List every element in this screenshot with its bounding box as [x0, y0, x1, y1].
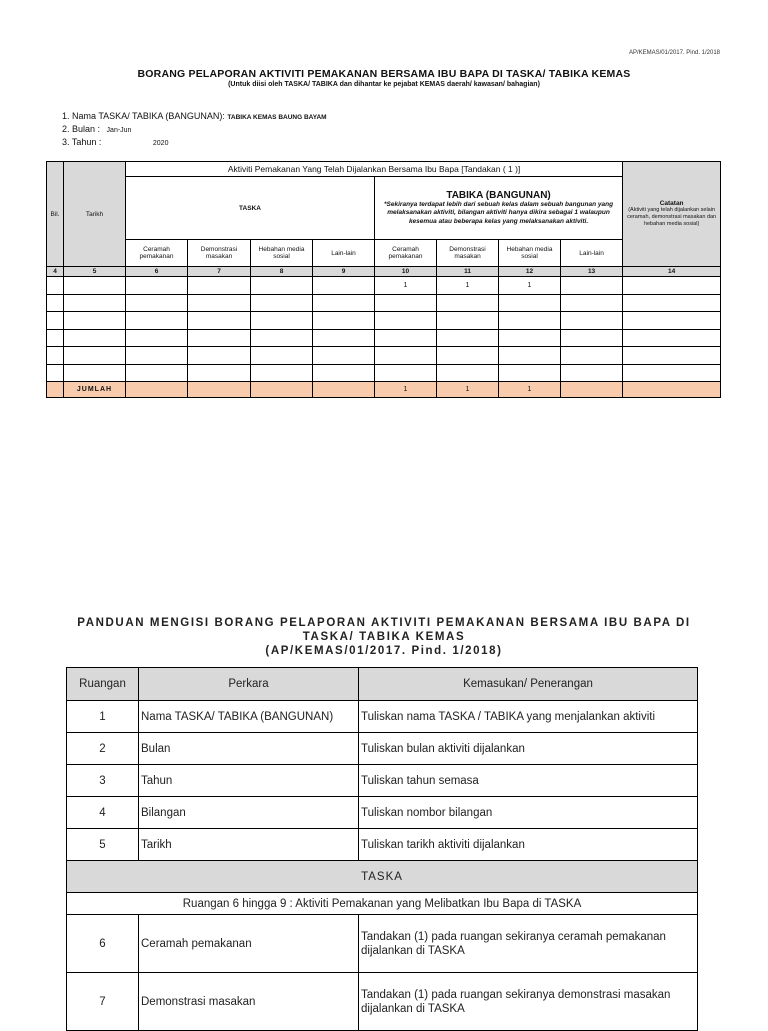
guide-ruangan: 4 [67, 797, 139, 829]
guide-ruangan: 3 [67, 765, 139, 797]
table-cell[interactable] [47, 294, 64, 312]
guide-perkara: Demonstrasi masakan [139, 973, 359, 1031]
guide-keterangan: Tandakan (1) pada ruangan sekiranya demonstrasi masakan dijalankan di TASKA [359, 973, 698, 1031]
table-cell[interactable] [499, 364, 561, 382]
table-cell[interactable] [375, 347, 437, 365]
col-number: 13 [561, 267, 623, 277]
header-catatan [623, 162, 721, 267]
sub-header: Hebahan media sosial [251, 240, 313, 267]
guide-perkara: Tahun [139, 765, 359, 797]
table-cell[interactable] [313, 294, 375, 312]
table-cell[interactable] [623, 277, 721, 295]
table-row [47, 312, 721, 330]
guide-row [67, 765, 698, 797]
form-subtitle: (Untuk diisi oleh TASKA/ TABIKA dan dihantar ke pejabat KEMAS daerah/ kawasan/ bahagian) [228, 81, 540, 88]
nama-label: 1. Nama TASKA/ TABIKA (BANGUNAN): [62, 111, 225, 121]
guide-row [67, 733, 698, 765]
table-cell[interactable] [561, 364, 623, 382]
table-cell[interactable] [623, 312, 721, 330]
table-row [47, 364, 721, 382]
table-cell[interactable] [437, 347, 499, 365]
table-cell[interactable] [188, 329, 251, 347]
table-cell[interactable]: 1 [499, 277, 561, 295]
jumlah-bil-cell [47, 382, 64, 398]
jumlah-cell[interactable]: 1 [499, 382, 561, 398]
sub-header: Hebahan media sosial [499, 240, 561, 267]
guide-header-keterangan: Kemasukan/ Penerangan [359, 668, 698, 701]
table-cell[interactable] [437, 329, 499, 347]
guide-keterangan: Tuliskan nombor bilangan [359, 797, 698, 829]
jumlah-row [47, 382, 721, 398]
table-cell[interactable] [64, 277, 126, 295]
table-cell[interactable] [499, 329, 561, 347]
sub-header: Demonstrasi masakan [188, 240, 251, 267]
table-row [47, 329, 721, 347]
table-cell[interactable] [623, 329, 721, 347]
table-cell[interactable] [499, 312, 561, 330]
table-cell[interactable] [499, 347, 561, 365]
table-cell[interactable] [64, 347, 126, 365]
guide-ruangan: 2 [67, 733, 139, 765]
table-cell[interactable] [251, 329, 313, 347]
table-cell[interactable] [561, 277, 623, 295]
table-cell[interactable] [437, 364, 499, 382]
col-number: 6 [126, 267, 188, 277]
col-number: 14 [623, 267, 721, 277]
guide-ruangan: 7 [67, 973, 139, 1031]
table-cell[interactable] [561, 347, 623, 365]
table-cell[interactable] [375, 364, 437, 382]
guide-keterangan: Tuliskan tarikh aktiviti dijalankan [359, 829, 698, 861]
table-cell[interactable] [499, 294, 561, 312]
col-number: 7 [188, 267, 251, 277]
tahun-value: 2020 [152, 140, 169, 147]
table-row [47, 347, 721, 365]
header-tabika [375, 177, 623, 240]
jumlah-label: JUMLAH [64, 382, 126, 398]
info-tahun [62, 137, 168, 147]
guide-keterangan: Tuliskan bulan aktiviti dijalankan [359, 733, 698, 765]
jumlah-cell[interactable] [623, 382, 721, 398]
table-cell[interactable] [126, 312, 188, 330]
table-cell[interactable] [47, 312, 64, 330]
guide-perkara: Tarikh [139, 829, 359, 861]
table-cell[interactable] [251, 277, 313, 295]
col-number: 11 [437, 267, 499, 277]
table-cell[interactable] [437, 294, 499, 312]
table-cell[interactable] [188, 347, 251, 365]
catatan-note: (Aktiviti yang telah dijalankan selain ceramah, demonstrasi masakan dan hebahan media sosial) [627, 207, 717, 227]
table-cell[interactable] [126, 364, 188, 382]
table-cell[interactable] [188, 277, 251, 295]
header-tarikh: Tarikh [64, 162, 126, 267]
jumlah-cell[interactable] [188, 382, 251, 398]
table-cell[interactable] [251, 312, 313, 330]
guide-perkara: Bulan [139, 733, 359, 765]
table-cell[interactable] [126, 277, 188, 295]
table-cell[interactable] [375, 312, 437, 330]
table-cell[interactable] [188, 312, 251, 330]
col-number: 9 [313, 267, 375, 277]
bulan-value: Jan-Jun [106, 127, 132, 134]
table-cell[interactable] [188, 364, 251, 382]
guide-ruangan: 6 [67, 915, 139, 973]
table-row [47, 277, 721, 295]
guide-row [67, 797, 698, 829]
table-cell[interactable] [313, 312, 375, 330]
header-taska: TASKA [126, 177, 375, 240]
guide-row [67, 973, 698, 1031]
guide-title-line: PANDUAN MENGISI BORANG PELAPORAN AKTIVITI PEMAKANAN BERSAMA IBU BAPA DI [77, 617, 691, 629]
table-cell[interactable] [126, 347, 188, 365]
table-cell[interactable] [251, 347, 313, 365]
info-nama [62, 111, 327, 121]
sub-header: Lain-lain [561, 240, 623, 267]
col-number: 10 [375, 267, 437, 277]
guide-perkara: Nama TASKA/ TABIKA (BANGUNAN) [139, 701, 359, 733]
document-code: AP/KEMAS/01/2017. Pind. 1/2018 [628, 50, 720, 56]
table-cell[interactable]: 1 [437, 277, 499, 295]
table-cell[interactable] [47, 364, 64, 382]
header-aktiviti: Aktiviti Pemakanan Yang Telah Dijalankan Bersama Ibu Bapa [Tandakan ( 1 )] [126, 162, 623, 177]
table-cell[interactable] [47, 277, 64, 295]
table-cell[interactable] [64, 329, 126, 347]
nama-value: TABIKA KEMAS BAUNG BAYAM [227, 114, 327, 121]
table-cell[interactable] [47, 329, 64, 347]
col-number: 4 [47, 267, 64, 277]
table-cell[interactable] [561, 294, 623, 312]
tahun-label: 3. Tahun : [62, 137, 102, 147]
table-cell[interactable] [251, 294, 313, 312]
table-cell[interactable] [126, 329, 188, 347]
jumlah-cell[interactable]: 1 [375, 382, 437, 398]
table-cell[interactable] [375, 294, 437, 312]
guide-header-perkara: Perkara [139, 668, 359, 701]
table-row [47, 294, 721, 312]
header-bil: Bil. [47, 162, 64, 267]
guide-perkara: Bilangan [139, 797, 359, 829]
guide-row [67, 701, 698, 733]
guide-section-sub: Ruangan 6 hingga 9 : Aktiviti Pemakanan yang Melibatkan Ibu Bapa di TASKA [67, 893, 698, 915]
guide-title-line: (AP/KEMAS/01/2017. Pind. 1/2018) [265, 645, 503, 657]
table-cell[interactable] [313, 364, 375, 382]
table-cell[interactable] [64, 312, 126, 330]
guide-perkara: Ceramah pemakanan [139, 915, 359, 973]
sub-header: Lain-lain [313, 240, 375, 267]
bulan-label: 2. Bulan : [62, 124, 101, 134]
sub-header: Ceramah pemakanan [375, 240, 437, 267]
table-cell[interactable]: 1 [375, 277, 437, 295]
guide-ruangan: 5 [67, 829, 139, 861]
jumlah-cell[interactable] [126, 382, 188, 398]
tabika-label: TABIKA (BANGUNAN) [446, 189, 551, 201]
table-cell[interactable] [623, 294, 721, 312]
report-table [46, 161, 721, 398]
guide-section-taska: TASKA [67, 861, 698, 893]
guide-title-line: TASKA/ TABIKA KEMAS [302, 631, 466, 643]
table-cell[interactable] [313, 329, 375, 347]
guide-header-ruangan: Ruangan [67, 668, 139, 701]
table-cell[interactable] [64, 364, 126, 382]
sub-header: Demonstrasi masakan [437, 240, 499, 267]
jumlah-cell[interactable] [251, 382, 313, 398]
table-cell[interactable] [623, 347, 721, 365]
guide-row [67, 829, 698, 861]
sub-header: Ceramah pemakanan [126, 240, 188, 267]
guide-keterangan: Tuliskan tahun semasa [359, 765, 698, 797]
table-cell[interactable] [375, 329, 437, 347]
jumlah-cell[interactable] [561, 382, 623, 398]
table-cell[interactable] [47, 347, 64, 365]
col-number: 5 [64, 267, 126, 277]
guide-row [67, 915, 698, 973]
table-cell[interactable] [313, 347, 375, 365]
table-cell[interactable] [561, 329, 623, 347]
form-title: BORANG PELAPORAN AKTIVITI PEMAKANAN BERSAMA IBU BAPA DI TASKA/ TABIKA KEMAS [137, 68, 631, 80]
table-cell[interactable] [437, 312, 499, 330]
guide-ruangan: 1 [67, 701, 139, 733]
table-cell[interactable] [64, 294, 126, 312]
col-number: 8 [251, 267, 313, 277]
table-cell[interactable] [126, 294, 188, 312]
col-number: 12 [499, 267, 561, 277]
table-cell[interactable] [623, 364, 721, 382]
jumlah-cell[interactable]: 1 [437, 382, 499, 398]
info-bulan [62, 124, 131, 134]
catatan-label: Catatan [659, 200, 684, 207]
guide-keterangan: Tuliskan nama TASKA / TABIKA yang menjalankan aktiviti [359, 701, 698, 733]
jumlah-cell[interactable] [313, 382, 375, 398]
guide-title [40, 616, 728, 658]
tabika-note: *Sekiranya terdapat lebih dari sebuah kelas dalam sebuah bangunan yang melaksanakan aktiviti, bilangan aktiviti hanya dikira sebagai 1 walaupun kesemua atau beberapa kelas yang melaksanakan aktiviti. [384, 200, 614, 225]
guide-keterangan: Tandakan (1) pada ruangan sekiranya ceramah pemakanan dijalankan di TASKA [359, 915, 698, 973]
guide-table [66, 667, 698, 1031]
table-cell[interactable] [251, 364, 313, 382]
table-cell[interactable] [188, 294, 251, 312]
table-cell[interactable] [313, 277, 375, 295]
table-cell[interactable] [561, 312, 623, 330]
